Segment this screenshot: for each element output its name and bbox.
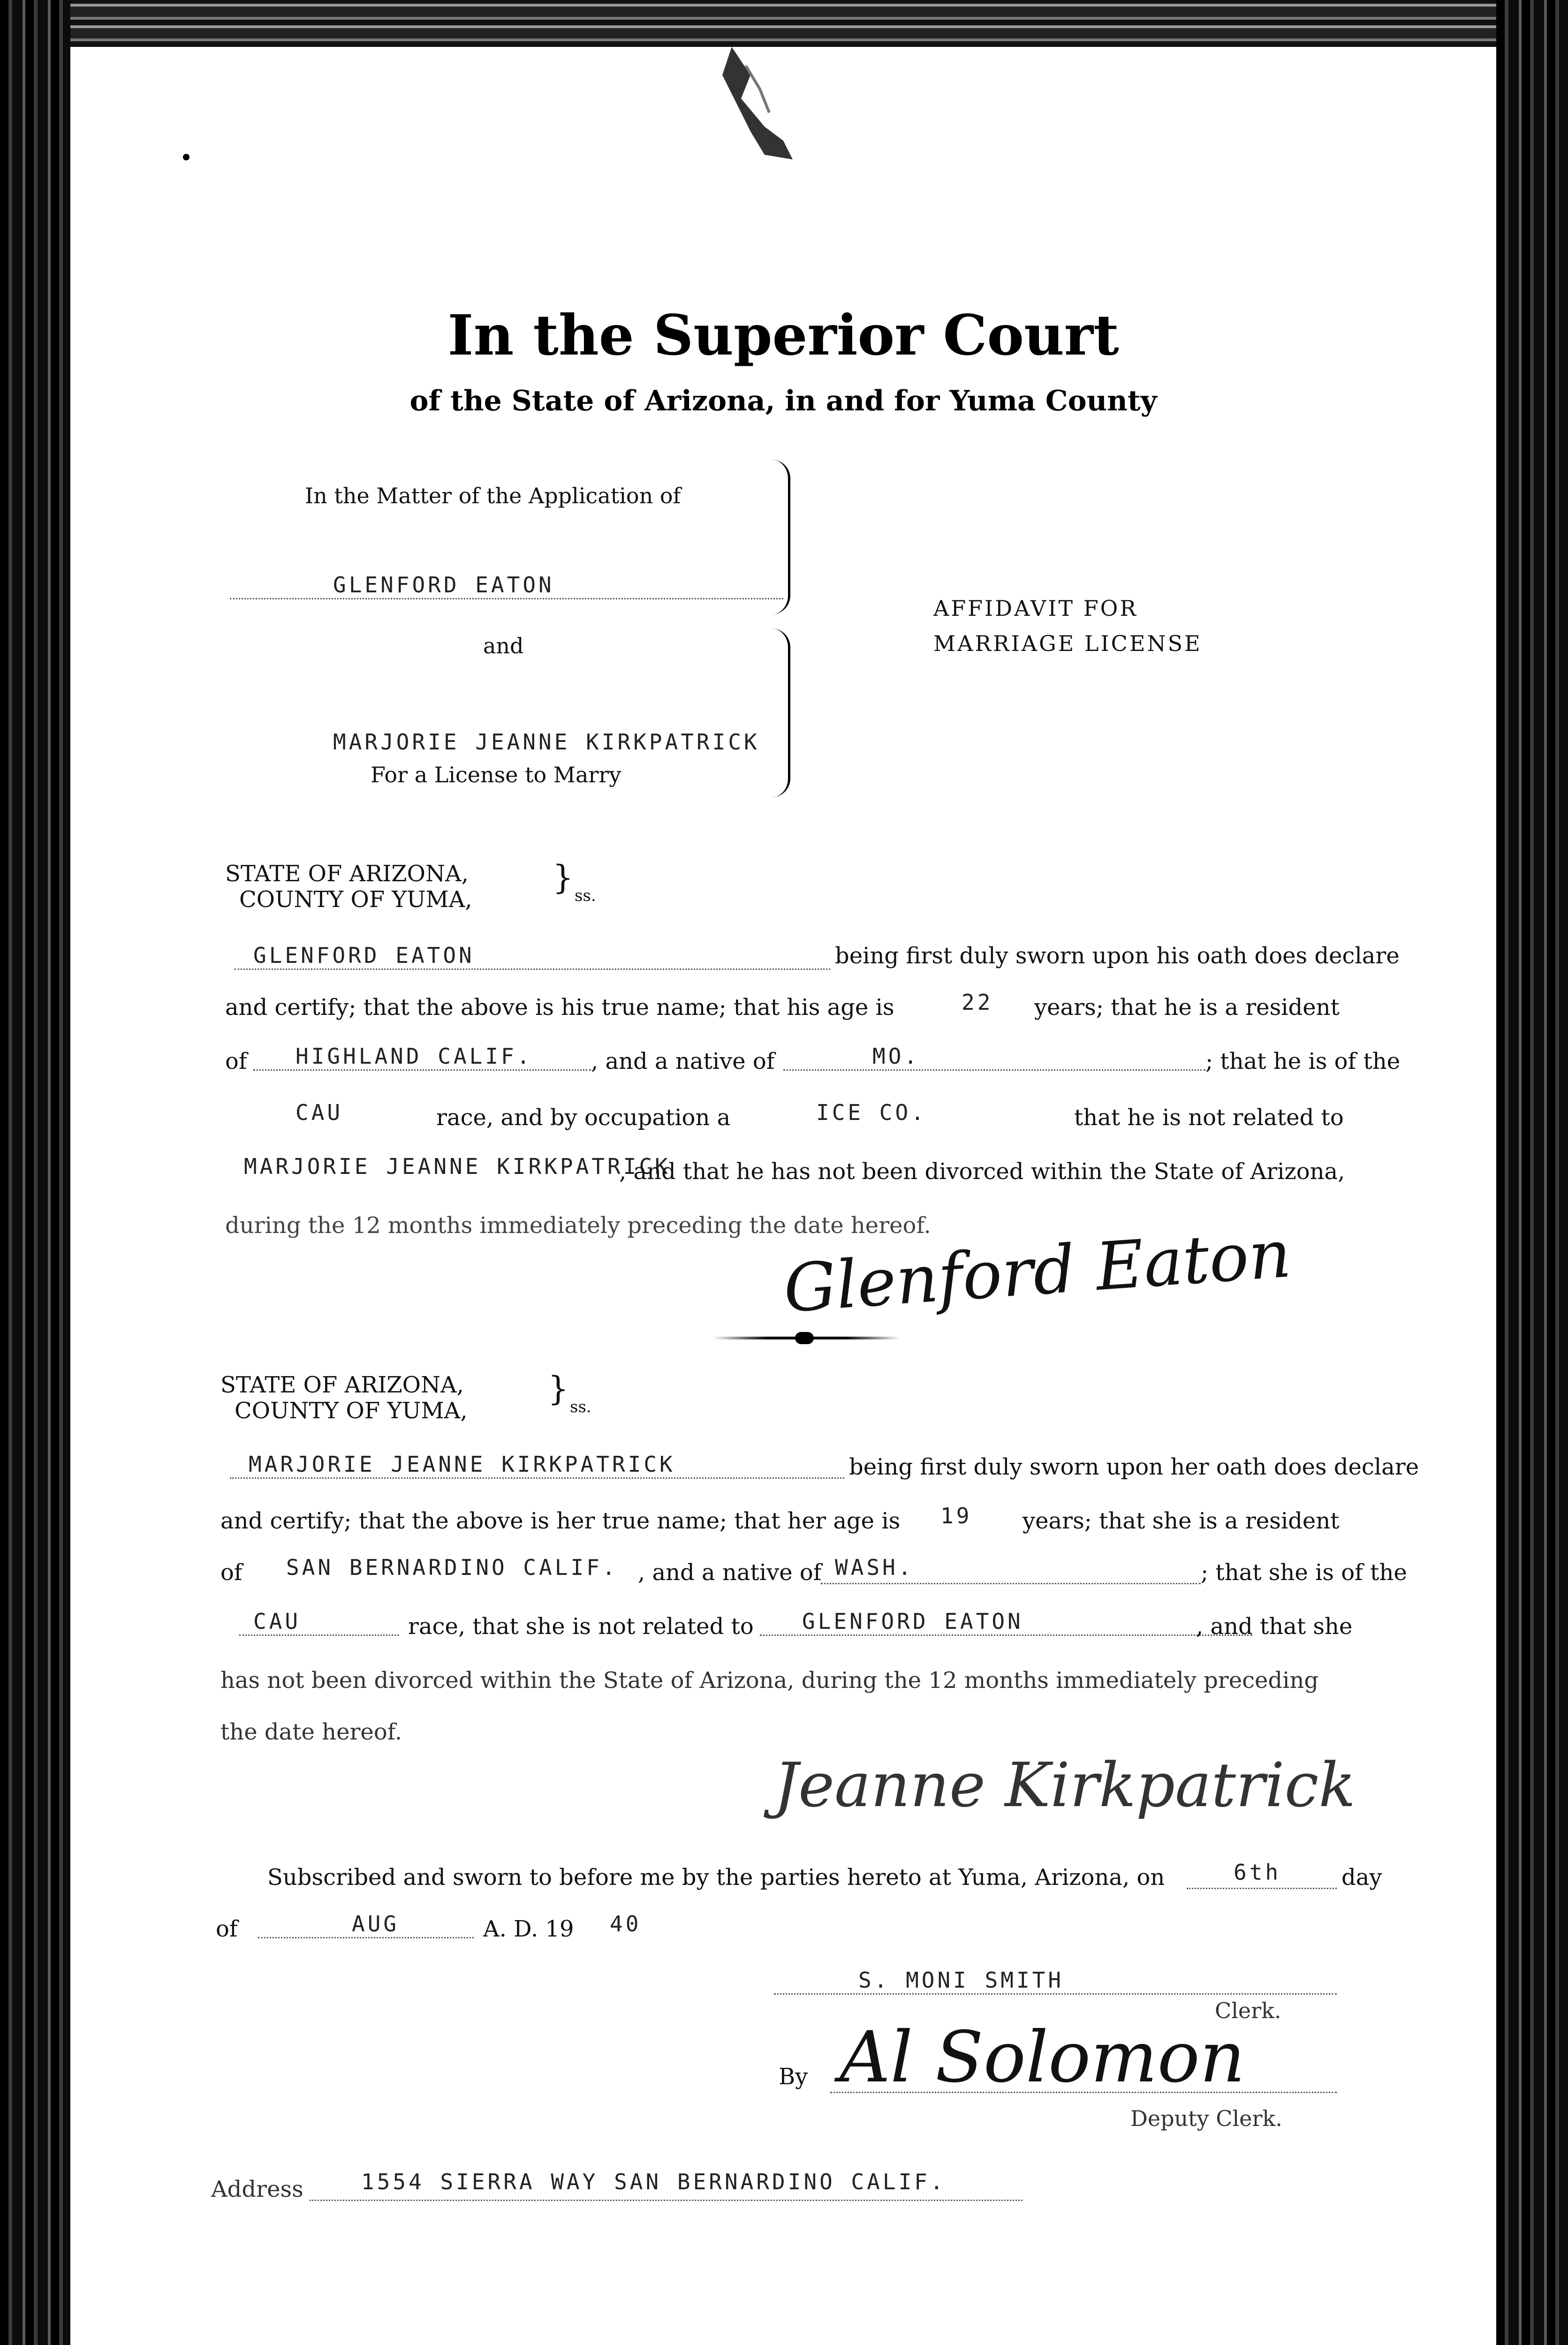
his-signature: Glenford Eaton bbox=[781, 1216, 1294, 1328]
caption-brace-bottom bbox=[760, 628, 790, 797]
his-not-related-text: that he is not related to bbox=[1074, 1104, 1344, 1131]
court-title: In the Superior Court bbox=[447, 303, 1119, 368]
jurat-by: By bbox=[779, 2064, 808, 2090]
for-license-line: For a License to Marry bbox=[371, 762, 621, 787]
her-venue-county: COUNTY OF YUMA, bbox=[235, 1398, 468, 1424]
his-race: CAU bbox=[295, 1100, 343, 1125]
his-residence-line bbox=[253, 1069, 591, 1071]
deputy-signature: Al Solomon bbox=[840, 2017, 1245, 2098]
her-of-the-text: ; that she is of the bbox=[1201, 1559, 1407, 1586]
ink-dot bbox=[183, 154, 189, 160]
his-of-the-text: ; that he is of the bbox=[1205, 1048, 1401, 1074]
applicant2-name: MARJORIE JEANNE KIRKPATRICK bbox=[333, 729, 760, 755]
jurat-year: 40 bbox=[610, 1911, 642, 1937]
his-age: 22 bbox=[962, 990, 993, 1015]
his-sworn-text: being first duly sworn upon his oath does declare bbox=[835, 943, 1400, 969]
his-certify-text: and certify; that the above is his true name; that his age is bbox=[225, 994, 894, 1021]
address-value: 1554 SIERRA WAY SAN BERNARDINO CALIF. bbox=[361, 2169, 946, 2194]
deputy-label: Deputy Clerk. bbox=[1130, 2106, 1282, 2131]
his-venue-ss: ss. bbox=[575, 886, 596, 905]
her-native-text: , and a native of bbox=[638, 1559, 822, 1586]
clerk-label: Clerk. bbox=[1215, 1998, 1281, 2023]
his-native-line bbox=[783, 1069, 1205, 1071]
his-venue-county: COUNTY OF YUMA, bbox=[239, 886, 472, 913]
her-race-line bbox=[239, 1634, 399, 1636]
her-has-not-text: has not been divorced within the State of Arizona, during the 12 months immediately preceding bbox=[220, 1667, 1319, 1694]
deputy-line bbox=[830, 2092, 1337, 2093]
her-and-that-text: , and that she bbox=[1196, 1613, 1353, 1640]
jurat-day-label: day bbox=[1341, 1864, 1382, 1891]
address-line bbox=[310, 2200, 1023, 2201]
her-race-text: race, that she is not related to bbox=[408, 1613, 754, 1640]
applicant1-line bbox=[230, 598, 783, 599]
jurat-of: of bbox=[216, 1916, 238, 1942]
her-age: 19 bbox=[940, 1503, 972, 1528]
his-during-text: during the 12 months immediately preceding the date hereof. bbox=[225, 1212, 931, 1239]
torn-paper-mark bbox=[694, 47, 816, 169]
her-race: CAU bbox=[253, 1609, 301, 1634]
doc-title-line1: AFFIDAVIT FOR bbox=[933, 596, 1138, 621]
jurat-ad: A. D. 19 bbox=[483, 1916, 574, 1942]
his-occupation: ICE CO. bbox=[816, 1100, 927, 1125]
court-subtitle: of the State of Arizona, in and for Yuma County bbox=[409, 385, 1157, 417]
doc-title-line2: MARRIAGE LICENSE bbox=[933, 631, 1202, 656]
jurat-day-line bbox=[1187, 1888, 1337, 1889]
her-sworn-text: being first duly sworn upon her oath does declare bbox=[849, 1454, 1419, 1480]
caption-and: and bbox=[483, 633, 524, 658]
his-name-line bbox=[235, 968, 830, 970]
her-related-line bbox=[760, 1634, 1252, 1636]
clerk-line bbox=[774, 1993, 1337, 1995]
his-years-text: years; that he is a resident bbox=[1034, 994, 1340, 1021]
her-name: MARJORIE JEANNE KIRKPATRICK bbox=[249, 1452, 675, 1477]
scan-border-right bbox=[1496, 0, 1568, 2345]
jurat-text: Subscribed and sworn to before me by the parties hereto at Yuma, Arizona, on bbox=[267, 1864, 1165, 1891]
scan-border-left bbox=[0, 0, 70, 2345]
matter-line: In the Matter of the Application of bbox=[305, 483, 681, 508]
his-venue-state: STATE OF ARIZONA, bbox=[225, 861, 469, 887]
her-native-line bbox=[821, 1583, 1201, 1584]
caption-brace-top bbox=[760, 460, 790, 614]
address-label: Address bbox=[211, 2176, 303, 2202]
her-signature: Jeanne Kirkpatrick bbox=[774, 1749, 1356, 1821]
jurat-month-line bbox=[258, 1937, 474, 1938]
her-related-name: GLENFORD EATON bbox=[802, 1609, 1023, 1634]
his-related-name: MARJORIE JEANNE KIRKPATRICK bbox=[244, 1154, 671, 1179]
section-ornament-center bbox=[795, 1332, 814, 1344]
her-native: WASH. bbox=[835, 1555, 914, 1580]
scan-border-top bbox=[0, 0, 1568, 47]
document-page bbox=[70, 47, 1496, 2345]
her-date-text: the date hereof. bbox=[220, 1719, 402, 1745]
his-divorced-text: , and that he has not been divorced within the State of Arizona, bbox=[619, 1158, 1345, 1185]
her-venue-ss: ss. bbox=[570, 1398, 591, 1416]
his-native-text: , and a native of bbox=[591, 1048, 775, 1074]
her-of-text: of bbox=[220, 1559, 242, 1586]
his-name: GLENFORD EATON bbox=[253, 943, 475, 968]
his-of-text: of bbox=[225, 1048, 247, 1074]
jurat-day: 6th bbox=[1234, 1860, 1281, 1885]
her-name-line bbox=[230, 1477, 844, 1479]
his-race-text: race, and by occupation a bbox=[436, 1104, 731, 1131]
applicant1-name: GLENFORD EATON bbox=[333, 572, 554, 598]
clerk-name: S. MONI SMITH bbox=[858, 1967, 1064, 1993]
her-certify-text: and certify; that the above is her true name; that her age is bbox=[220, 1508, 901, 1534]
his-residence: HIGHLAND CALIF. bbox=[295, 1044, 533, 1069]
her-venue-state: STATE OF ARIZONA, bbox=[220, 1372, 464, 1398]
his-venue-brace: } bbox=[553, 858, 574, 897]
her-venue-brace: } bbox=[548, 1369, 569, 1408]
his-native: MO. bbox=[872, 1044, 920, 1069]
jurat-month: AUG bbox=[352, 1911, 400, 1937]
her-residence: SAN BERNARDINO CALIF. bbox=[286, 1555, 618, 1580]
her-years-text: years; that she is a resident bbox=[1023, 1508, 1340, 1534]
